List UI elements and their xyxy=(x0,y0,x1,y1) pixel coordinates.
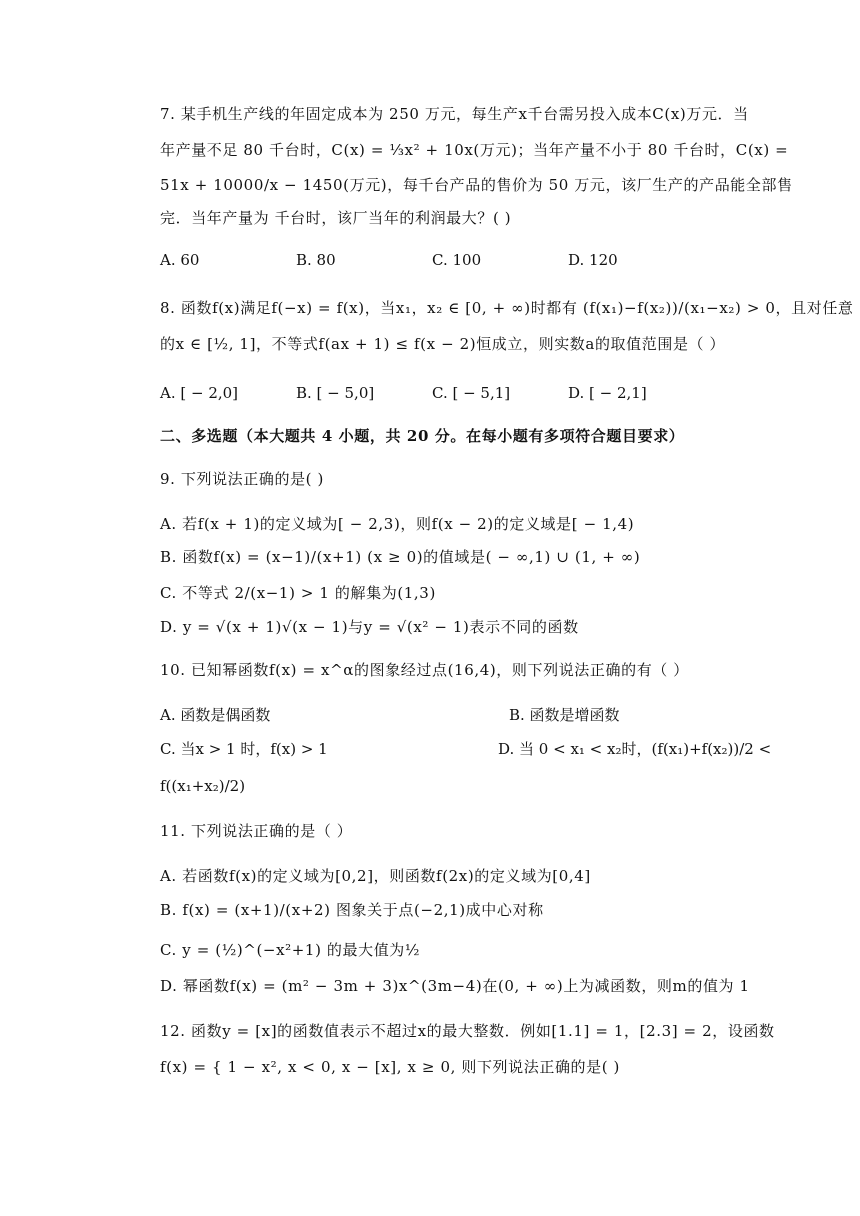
q11-stem: 11. 下列说法正确的是（ ） xyxy=(160,822,353,840)
q8-option-a: A. [ − 2,0] xyxy=(160,384,239,402)
q7-line-2: 年产量不足 80 千台时，C(x) = ⅓x² + 10x(万元)；当年产量不小于 80 千台时，C(x) = xyxy=(160,141,789,159)
q10-option-d: D. 当 0 < x₁ < x₂时，(f(x₁)+f(x₂))/2 < xyxy=(498,740,772,758)
q7-line-1: 7. 某手机生产线的年固定成本为 250 万元，每生产x千台需另投入成本C(x)万元．当 xyxy=(160,105,749,123)
q9-option-b: B. 函数f(x) = (x−1)/(x+1) (x ≥ 0)的值域是( − ∞,1) ∪ (1, + ∞) xyxy=(160,548,641,566)
q9-option-a: A. 若f(x + 1)的定义域为[ − 2,3)，则f(x − 2)的定义域是[ − 1,4) xyxy=(160,515,635,533)
q8-option-b: B. [ − 5,0] xyxy=(296,384,375,402)
q7-option-d: D. 120 xyxy=(568,251,618,269)
q11-option-b: B. f(x) = (x+1)/(x+2) 图象关于点(−2,1)成中心对称 xyxy=(160,901,544,919)
q12-stem: 12. 函数y = [x]的函数值表示不超过x的最大整数．例如[1.1] = 1，[2.3] = 2，设函数 xyxy=(160,1022,775,1040)
q8-option-c: C. [ − 5,1] xyxy=(432,384,511,402)
q10-option-a: A. 函数是偶函数 xyxy=(160,706,271,724)
q8-option-d: D. [ − 2,1] xyxy=(568,384,647,402)
q8-line-2: 的x ∈ [½, 1]，不等式f(ax + 1) ≤ f(x − 2)恒成立，则实数a的取值范围是（ ） xyxy=(160,335,726,353)
q11-option-d: D. 幂函数f(x) = (m² − 3m + 3)x^(3m−4)在(0, + ∞)上为减函数，则m的值为 1 xyxy=(160,977,750,995)
q7-option-c: C. 100 xyxy=(432,251,482,269)
q10-stem: 10. 已知幂函数f(x) = x^α的图象经过点(16,4)，则下列说法正确的有（ ） xyxy=(160,661,689,679)
section-header-multiple-choice: 二、多选题（本大题共 4 小题，共 20 分。在每小题有多项符合题目要求） xyxy=(160,427,685,445)
q11-option-a: A. 若函数f(x)的定义域为[0,2]，则函数f(2x)的定义域为[0,4] xyxy=(160,867,591,885)
q10-option-b: B. 函数是增函数 xyxy=(509,706,620,724)
q10-option-d-continued: f((x₁+x₂)/2) xyxy=(160,777,246,795)
q7-option-a: A. 60 xyxy=(160,251,200,269)
q9-stem: 9. 下列说法正确的是( ) xyxy=(160,470,324,488)
q10-option-c: C. 当x > 1 时，f(x) > 1 xyxy=(160,740,328,758)
q9-option-d: D. y = √(x + 1)√(x − 1)与y = √(x² − 1)表示不同的函数 xyxy=(160,618,579,636)
q11-option-c: C. y = (½)^(−x²+1) 的最大值为½ xyxy=(160,941,421,959)
q9-option-c: C. 不等式 2/(x−1) > 1 的解集为(1,3) xyxy=(160,584,436,602)
q8-line-1: 8. 函数f(x)满足f(−x) = f(x)，当x₁，x₂ ∈ [0, + ∞)时都有 (f(x₁)−f(x₂))/(x₁−x₂) > 0，且对任意 xyxy=(160,299,854,317)
q7-line-3: 51x + 10000/x − 1450(万元)，每千台产品的售价为 50 万元，该厂生产的产品能全部售 xyxy=(160,176,793,194)
q12-line-2: f(x) = { 1 − x², x < 0, x − [x], x ≥ 0, 则下列说法正确的是( ) xyxy=(160,1058,621,1076)
q7-option-b: B. 80 xyxy=(296,251,336,269)
q7-line-4: 完．当年产量为 千台时，该厂当年的利润最大？( ) xyxy=(160,209,512,227)
